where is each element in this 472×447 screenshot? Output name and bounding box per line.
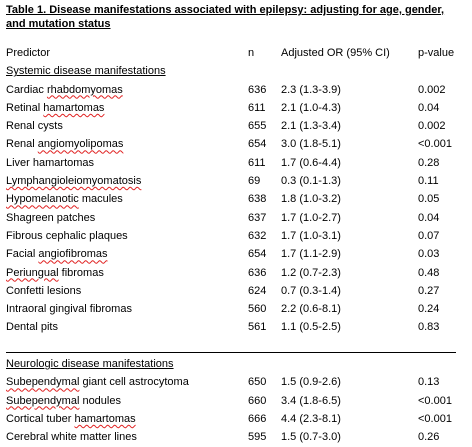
header-p: p-value bbox=[418, 47, 455, 59]
predictor-cell-spellchecked: Hypomelanotic bbox=[6, 193, 79, 206]
or-cell: 0.7 (0.3-1.4) bbox=[281, 284, 341, 297]
or-cell: 1.5 (0.7-3.0) bbox=[281, 431, 341, 444]
p-cell: <0.001 bbox=[418, 138, 452, 151]
section-heading-neurologic bbox=[6, 355, 466, 373]
predictor-cell: Cardiac rhabdomyomas bbox=[6, 83, 123, 96]
predictor-cell: Subependymal nodules bbox=[6, 394, 121, 407]
section-heading-label: Neurologic disease manifestations bbox=[6, 358, 174, 371]
n-cell: 561 bbox=[248, 321, 267, 334]
predictor-cell: Dental pits bbox=[6, 321, 58, 334]
p-cell: 0.48 bbox=[418, 266, 440, 279]
or-cell: 1.7 (1.0-3.1) bbox=[281, 229, 341, 242]
table-row bbox=[6, 264, 466, 282]
n-cell: 650 bbox=[248, 376, 267, 389]
n-cell: 611 bbox=[248, 156, 266, 169]
n-cell: 624 bbox=[248, 284, 267, 297]
or-cell: 2.1 (1.0-4.3) bbox=[281, 101, 341, 114]
table-row bbox=[6, 154, 466, 172]
predictor-cell: Intraoral gingival fibromas bbox=[6, 303, 132, 316]
p-cell: 0.002 bbox=[418, 83, 446, 96]
predictor-cell: Renal angiomyolipomas bbox=[6, 138, 124, 151]
section-divider bbox=[6, 352, 456, 353]
n-cell: 654 bbox=[248, 138, 267, 151]
or-cell: 1.8 (1.0-3.2) bbox=[281, 193, 341, 206]
predictor-cell-spellchecked: Periungual bbox=[6, 266, 59, 279]
n-cell: 666 bbox=[248, 412, 267, 425]
header-or: Adjusted OR (95% CI) bbox=[281, 47, 390, 59]
n-cell: 69 bbox=[248, 175, 261, 188]
predictor-cell-spellchecked: hamartomas bbox=[43, 101, 105, 114]
p-cell: <0.001 bbox=[418, 412, 452, 425]
table-row bbox=[6, 135, 466, 153]
predictor-cell: Renal cysts bbox=[6, 120, 63, 133]
predictor-cell-spellchecked: rhabdomyomas bbox=[46, 83, 123, 96]
section-heading-systemic bbox=[6, 62, 466, 80]
n-cell: 636 bbox=[248, 83, 267, 96]
table-row bbox=[6, 300, 466, 318]
n-cell: 636 bbox=[248, 266, 267, 279]
predictor-cell: Hypomelanotic macules bbox=[6, 193, 123, 206]
p-cell: 0.04 bbox=[418, 101, 440, 114]
header-predictor: Predictor bbox=[6, 47, 51, 59]
table-row bbox=[6, 392, 466, 410]
n-cell: 637 bbox=[248, 211, 267, 224]
p-cell: 0.26 bbox=[418, 431, 440, 444]
n-cell: 611 bbox=[248, 101, 266, 114]
predictor-cell: Confetti lesions bbox=[6, 284, 82, 297]
p-cell: 0.03 bbox=[418, 248, 440, 261]
p-cell: 0.11 bbox=[418, 175, 439, 188]
table-row bbox=[6, 428, 466, 446]
table-row bbox=[6, 282, 466, 300]
table-row bbox=[6, 209, 466, 227]
predictor-cell: Fibrous cephalic plaques bbox=[6, 229, 128, 242]
table-row bbox=[6, 190, 466, 208]
section-heading-label: Systemic disease manifestations bbox=[6, 65, 166, 78]
or-cell: 1.2 (0.7-2.3) bbox=[281, 266, 341, 279]
or-cell: 3.4 (1.8-6.5) bbox=[281, 394, 341, 407]
predictor-cell-spellchecked: Subependymal bbox=[6, 376, 80, 389]
or-cell: 1.5 (0.9-2.6) bbox=[281, 376, 341, 389]
or-cell: 2.3 (1.3-3.9) bbox=[281, 83, 341, 96]
n-cell: 560 bbox=[248, 303, 267, 316]
header-row bbox=[6, 44, 466, 62]
predictor-cell: Liver hamartomas bbox=[6, 156, 95, 169]
predictor-cell: Lymphangioleiomyomatosis bbox=[6, 175, 142, 188]
predictor-cell: Subependymal giant cell astrocytoma bbox=[6, 376, 189, 389]
table-row bbox=[6, 318, 466, 336]
predictor-cell-spellchecked: hamartomas bbox=[74, 412, 136, 425]
predictor-cell: Periungual fibromas bbox=[6, 266, 104, 279]
or-cell: 1.7 (1.0-2.7) bbox=[281, 211, 341, 224]
n-cell: 595 bbox=[248, 431, 267, 444]
predictor-cell-spellchecked: angiomyolipomas bbox=[37, 138, 124, 151]
predictor-cell: Cerebral white matter lines bbox=[6, 431, 137, 444]
table-row bbox=[6, 81, 466, 99]
p-cell: 0.28 bbox=[418, 156, 440, 169]
data-table bbox=[6, 44, 466, 447]
or-cell: 1.7 (1.1-2.9) bbox=[281, 248, 341, 261]
n-cell: 660 bbox=[248, 394, 267, 407]
p-cell: 0.83 bbox=[418, 321, 440, 334]
or-cell: 1.7 (0.6-4.4) bbox=[281, 156, 341, 169]
p-cell: 0.27 bbox=[418, 284, 440, 297]
p-cell: 0.05 bbox=[418, 193, 440, 206]
predictor-cell-spellchecked: Subependymal bbox=[6, 394, 80, 407]
table-row bbox=[6, 99, 466, 117]
p-cell: <0.001 bbox=[418, 394, 452, 407]
predictor-cell: Cortical tuber hamartomas bbox=[6, 412, 136, 425]
predictor-cell: Shagreen patches bbox=[6, 211, 96, 224]
p-cell: 0.002 bbox=[418, 120, 446, 133]
table-row bbox=[6, 227, 466, 245]
predictor-cell-spellchecked: angiofibromas bbox=[38, 248, 108, 261]
table-row bbox=[6, 410, 466, 428]
n-cell: 654 bbox=[248, 248, 267, 261]
or-cell: 1.1 (0.5-2.5) bbox=[281, 321, 341, 334]
table-row bbox=[6, 245, 466, 263]
p-cell: 0.13 bbox=[418, 376, 440, 389]
header-n: n bbox=[248, 47, 255, 59]
n-cell: 632 bbox=[248, 229, 267, 242]
table-row bbox=[6, 373, 466, 391]
p-cell: 0.07 bbox=[418, 229, 440, 242]
or-cell: 3.0 (1.8-5.1) bbox=[281, 138, 341, 151]
or-cell: 4.4 (2.3-8.1) bbox=[281, 412, 341, 425]
table-row bbox=[6, 117, 466, 135]
or-cell: 2.2 (0.6-8.1) bbox=[281, 303, 341, 316]
n-cell: 655 bbox=[248, 120, 267, 133]
predictor-cell: Facial angiofibromas bbox=[6, 248, 108, 261]
table-row bbox=[6, 172, 466, 190]
table-title: Table 1. Disease manifestations associated with epilepsy: adjusting for age, gender, and mutation status bbox=[6, 4, 445, 30]
n-cell: 638 bbox=[248, 193, 267, 206]
p-cell: 0.04 bbox=[418, 211, 440, 224]
or-cell: 0.3 (0.1-1.3) bbox=[281, 175, 341, 188]
p-cell: 0.24 bbox=[418, 303, 440, 316]
predictor-cell: Retinal hamartomas bbox=[6, 101, 105, 114]
or-cell: 2.1 (1.3-3.4) bbox=[281, 120, 341, 133]
